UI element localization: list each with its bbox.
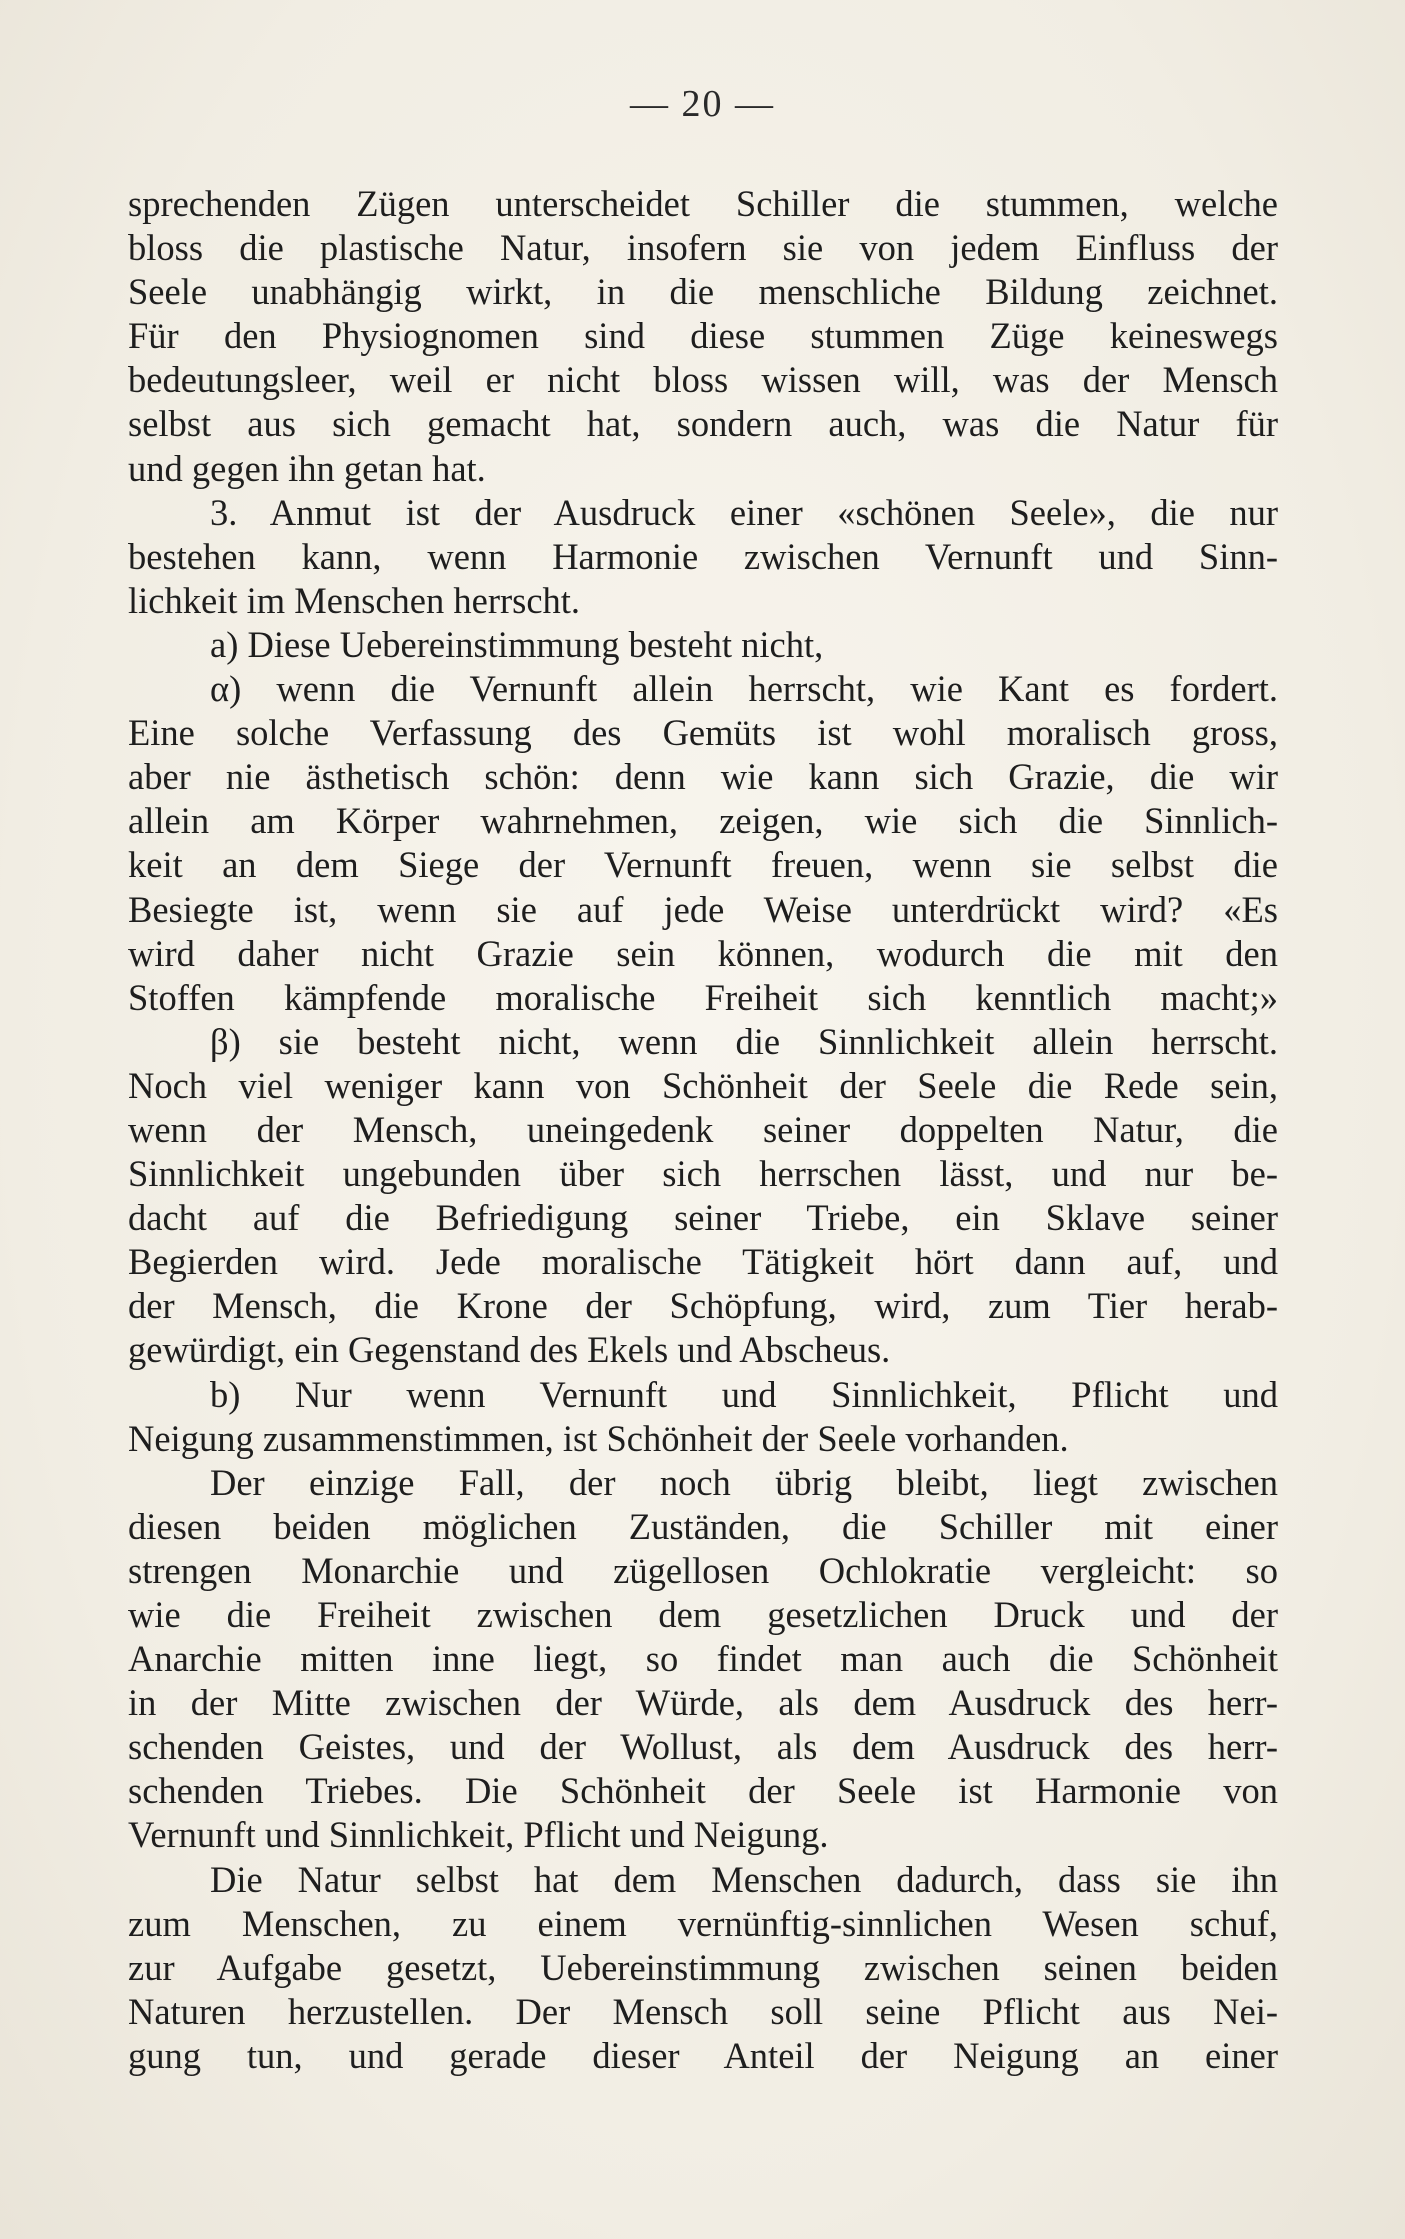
text-line: keit an dem Siege der Vernunft freuen, wenn sie selbst die: [128, 844, 1278, 886]
text-line: bestehen kann, wenn Harmonie zwischen Vernunft und Sinn-: [128, 535, 1278, 577]
text-line: in der Mitte zwischen der Würde, als dem Ausdruck des herr-: [128, 1682, 1278, 1724]
text-line: selbst aus sich gemacht hat, sondern auch, was die Natur für: [128, 403, 1278, 445]
text-line: aber nie ästhetisch schön: denn wie kann sich Grazie, die wir: [128, 756, 1278, 798]
text-line: Anarchie mitten inne liegt, so findet man auch die Schönheit: [128, 1638, 1278, 1680]
text-line: schenden Geistes, und der Wollust, als dem Ausdruck des herr-: [128, 1726, 1278, 1768]
text-line: sprechenden Zügen unterscheidet Schiller die stummen, welche: [128, 183, 1278, 224]
text-line: Seele unabhängig wirkt, in die menschliche Bildung zeichnet.: [128, 271, 1278, 313]
text-line: Noch viel weniger kann von Schönheit der Seele die Rede sein,: [128, 1064, 1278, 1106]
text-line: bedeutungsleer, weil er nicht bloss wissen will, was der Mensch: [128, 359, 1278, 401]
text-line: schenden Triebes. Die Schönheit der Seele ist Harmonie von: [128, 1770, 1278, 1812]
text-line: lichkeit im Menschen herrscht.: [128, 579, 581, 621]
text-line: zur Aufgabe gesetzt, Uebereinstimmung zwischen seinen beiden: [128, 1946, 1278, 1988]
text-line: a) Diese Uebereinstimmung besteht nicht,: [210, 623, 824, 665]
text-line: Besiegte ist, wenn sie auf jede Weise unterdrückt wird? «Es: [128, 888, 1278, 930]
text-line: zum Menschen, zu einem vernünftig-sinnlichen Wesen schuf,: [128, 1902, 1278, 1944]
body-text: [128, 182, 1278, 2078]
text-line: diesen beiden möglichen Zuständen, die Schiller mit einer: [128, 1505, 1278, 1547]
text-line: wie die Freiheit zwischen dem gesetzlichen Druck und der: [128, 1594, 1278, 1635]
text-line: wenn der Mensch, uneingedenk seiner doppelten Natur, die: [128, 1108, 1278, 1150]
text-line: wird daher nicht Grazie sein können, wodurch die mit den: [128, 932, 1278, 974]
text-line: β) sie besteht nicht, wenn die Sinnlichkeit allein herrscht.: [210, 1020, 1278, 1062]
text-line: Sinnlichkeit ungebunden über sich herrschen lässt, und nur be-: [128, 1153, 1278, 1195]
text-line: Eine solche Verfassung des Gemüts ist wohl moralisch gross,: [128, 712, 1278, 754]
page-number: — 20 —: [630, 83, 775, 125]
text-line: Neigung zusammenstimmen, ist Schönheit der Seele vorhanden.: [128, 1417, 1069, 1459]
text-line: und gegen ihn getan hat.: [128, 447, 486, 489]
text-line: α) wenn die Vernunft allein herrscht, wie Kant es fordert.: [210, 668, 1278, 710]
text-line: allein am Körper wahrnehmen, zeigen, wie sich die Sinnlich-: [128, 800, 1278, 842]
text-line: Die Natur selbst hat dem Menschen dadurch, dass sie ihn: [210, 1858, 1278, 1900]
text-line: Begierden wird. Jede moralische Tätigkeit hört dann auf, und: [128, 1241, 1278, 1283]
text-line: der Mensch, die Krone der Schöpfung, wird, zum Tier herab-: [128, 1285, 1278, 1327]
text-line: Vernunft und Sinnlichkeit, Pflicht und Neigung.: [128, 1814, 829, 1856]
text-line: gewürdigt, ein Gegenstand des Ekels und Abscheus.: [128, 1329, 891, 1371]
text-line: b) Nur wenn Vernunft und Sinnlichkeit, Pflicht und: [210, 1373, 1278, 1415]
text-line: bloss die plastische Natur, insofern sie von jedem Einfluss der: [128, 227, 1278, 269]
text-line: gung tun, und gerade dieser Anteil der Neigung an einer: [128, 2034, 1278, 2076]
text-line: 3. Anmut ist der Ausdruck einer «schönen Seele», die nur: [210, 491, 1278, 533]
text-line: Stoffen kämpfende moralische Freiheit sich kenntlich macht;»: [128, 976, 1278, 1018]
text-line: strengen Monarchie und zügellosen Ochlokratie vergleicht: so: [128, 1549, 1278, 1591]
text-line: Der einzige Fall, der noch übrig bleibt, liegt zwischen: [210, 1461, 1278, 1503]
text-line: dacht auf die Befriedigung seiner Triebe, ein Sklave seiner: [128, 1197, 1278, 1239]
text-line: Naturen herzustellen. Der Mensch soll seine Pflicht aus Nei-: [128, 1990, 1278, 2032]
text-line: Für den Physiognomen sind diese stummen Züge keineswegs: [128, 315, 1278, 357]
